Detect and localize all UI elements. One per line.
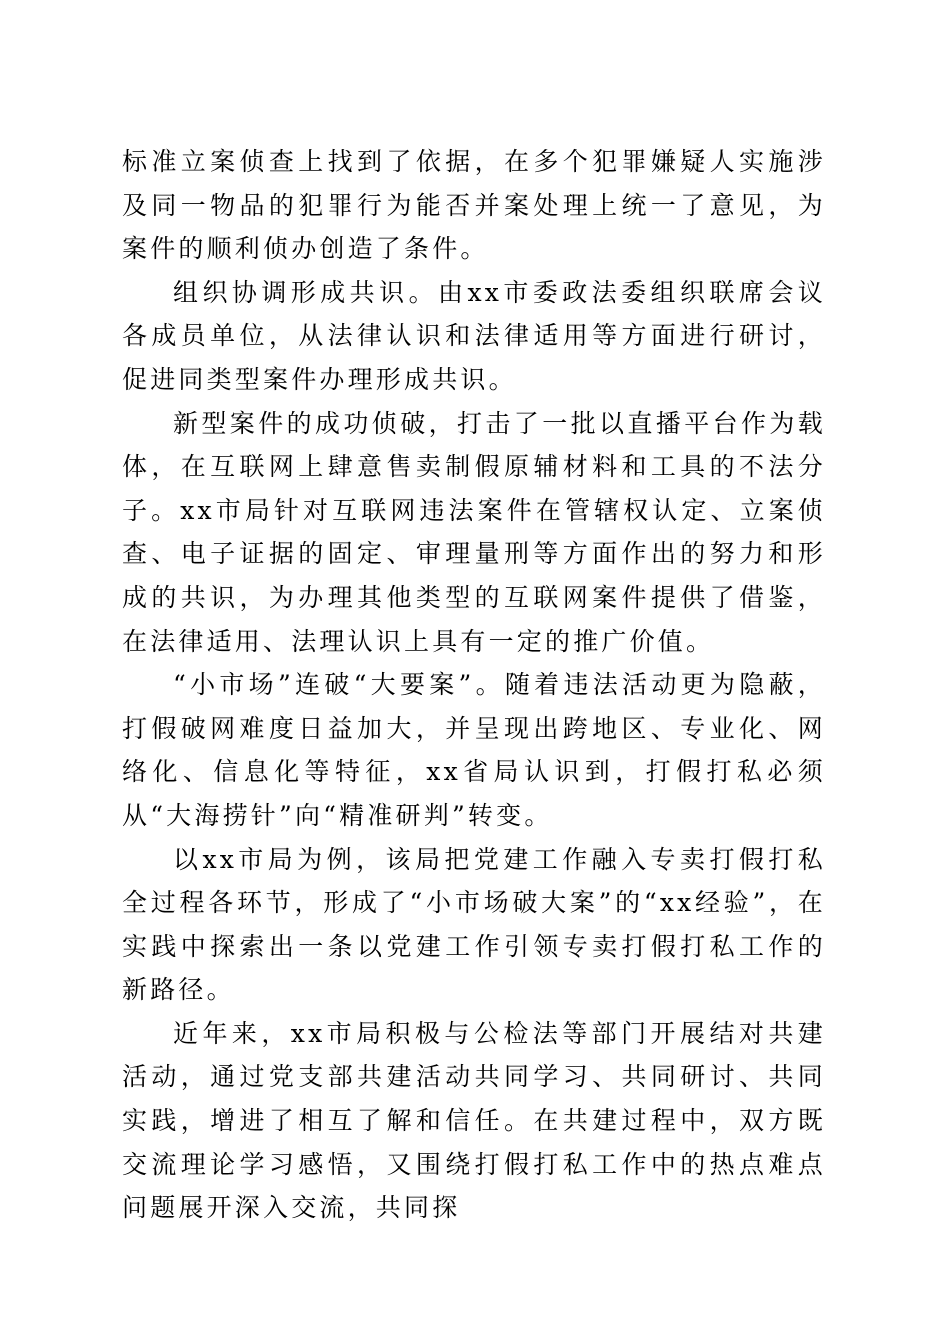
paragraph-small-market: “小市场”连破“大要案”。随着违法活动更为隐蔽，打假破网难度日益加大，并呈现出跨地区、专业化、网络化、信息化等特征，xx省局认识到，打假打私必须从“大海捞针”向“精准研判”转变。 [122,670,826,830]
paragraph-organize-consensus: 组织协调形成共识。由xx市委政法委组织联席会议各成员单位，从法律认识和法律适用等方面进行研讨，促进同类型案件办理形成共识。 [122,277,826,394]
paragraph-city-bureau-example: 以xx市局为例，该局把党建工作融入专卖打假打私全过程各环节，形成了“小市场破大案”的“xx经验”，在实践中探索出一条以党建工作引领专卖打假打私工作的新路径。 [122,844,826,1005]
document-body [122,140,826,1230]
paragraph-recent-years: 近年来，xx市局积极与公检法等部门开展结对共建活动，通过党支部共建活动共同学习、共同研讨、共同实践，增进了相互了解和信任。在共建过程中，双方既交流理论学习感悟，又围绕打假打私工作中的热点难点问题展开深入交流，共同探 [122,1018,826,1223]
paragraph-continuation: 标准立案侦查上找到了依据，在多个犯罪嫌疑人实施涉及同一物品的犯罪行为能否并案处理上统一了意见，为案件的顺利侦办创造了条件。 [122,147,826,264]
paragraph-new-cases: 新型案件的成功侦破，打击了一批以直播平台作为载体，在互联网上肆意售卖制假原辅材料和工具的不法分子。xx市局针对互联网违法案件在管辖权认定、立案侦查、电子证据的固定、审理量刑等方面作出的努力和形成的共识，为办理其他类型的互联网案件提供了借鉴，在法律适用、法理认识上具有一定的推广价值。 [122,408,826,656]
